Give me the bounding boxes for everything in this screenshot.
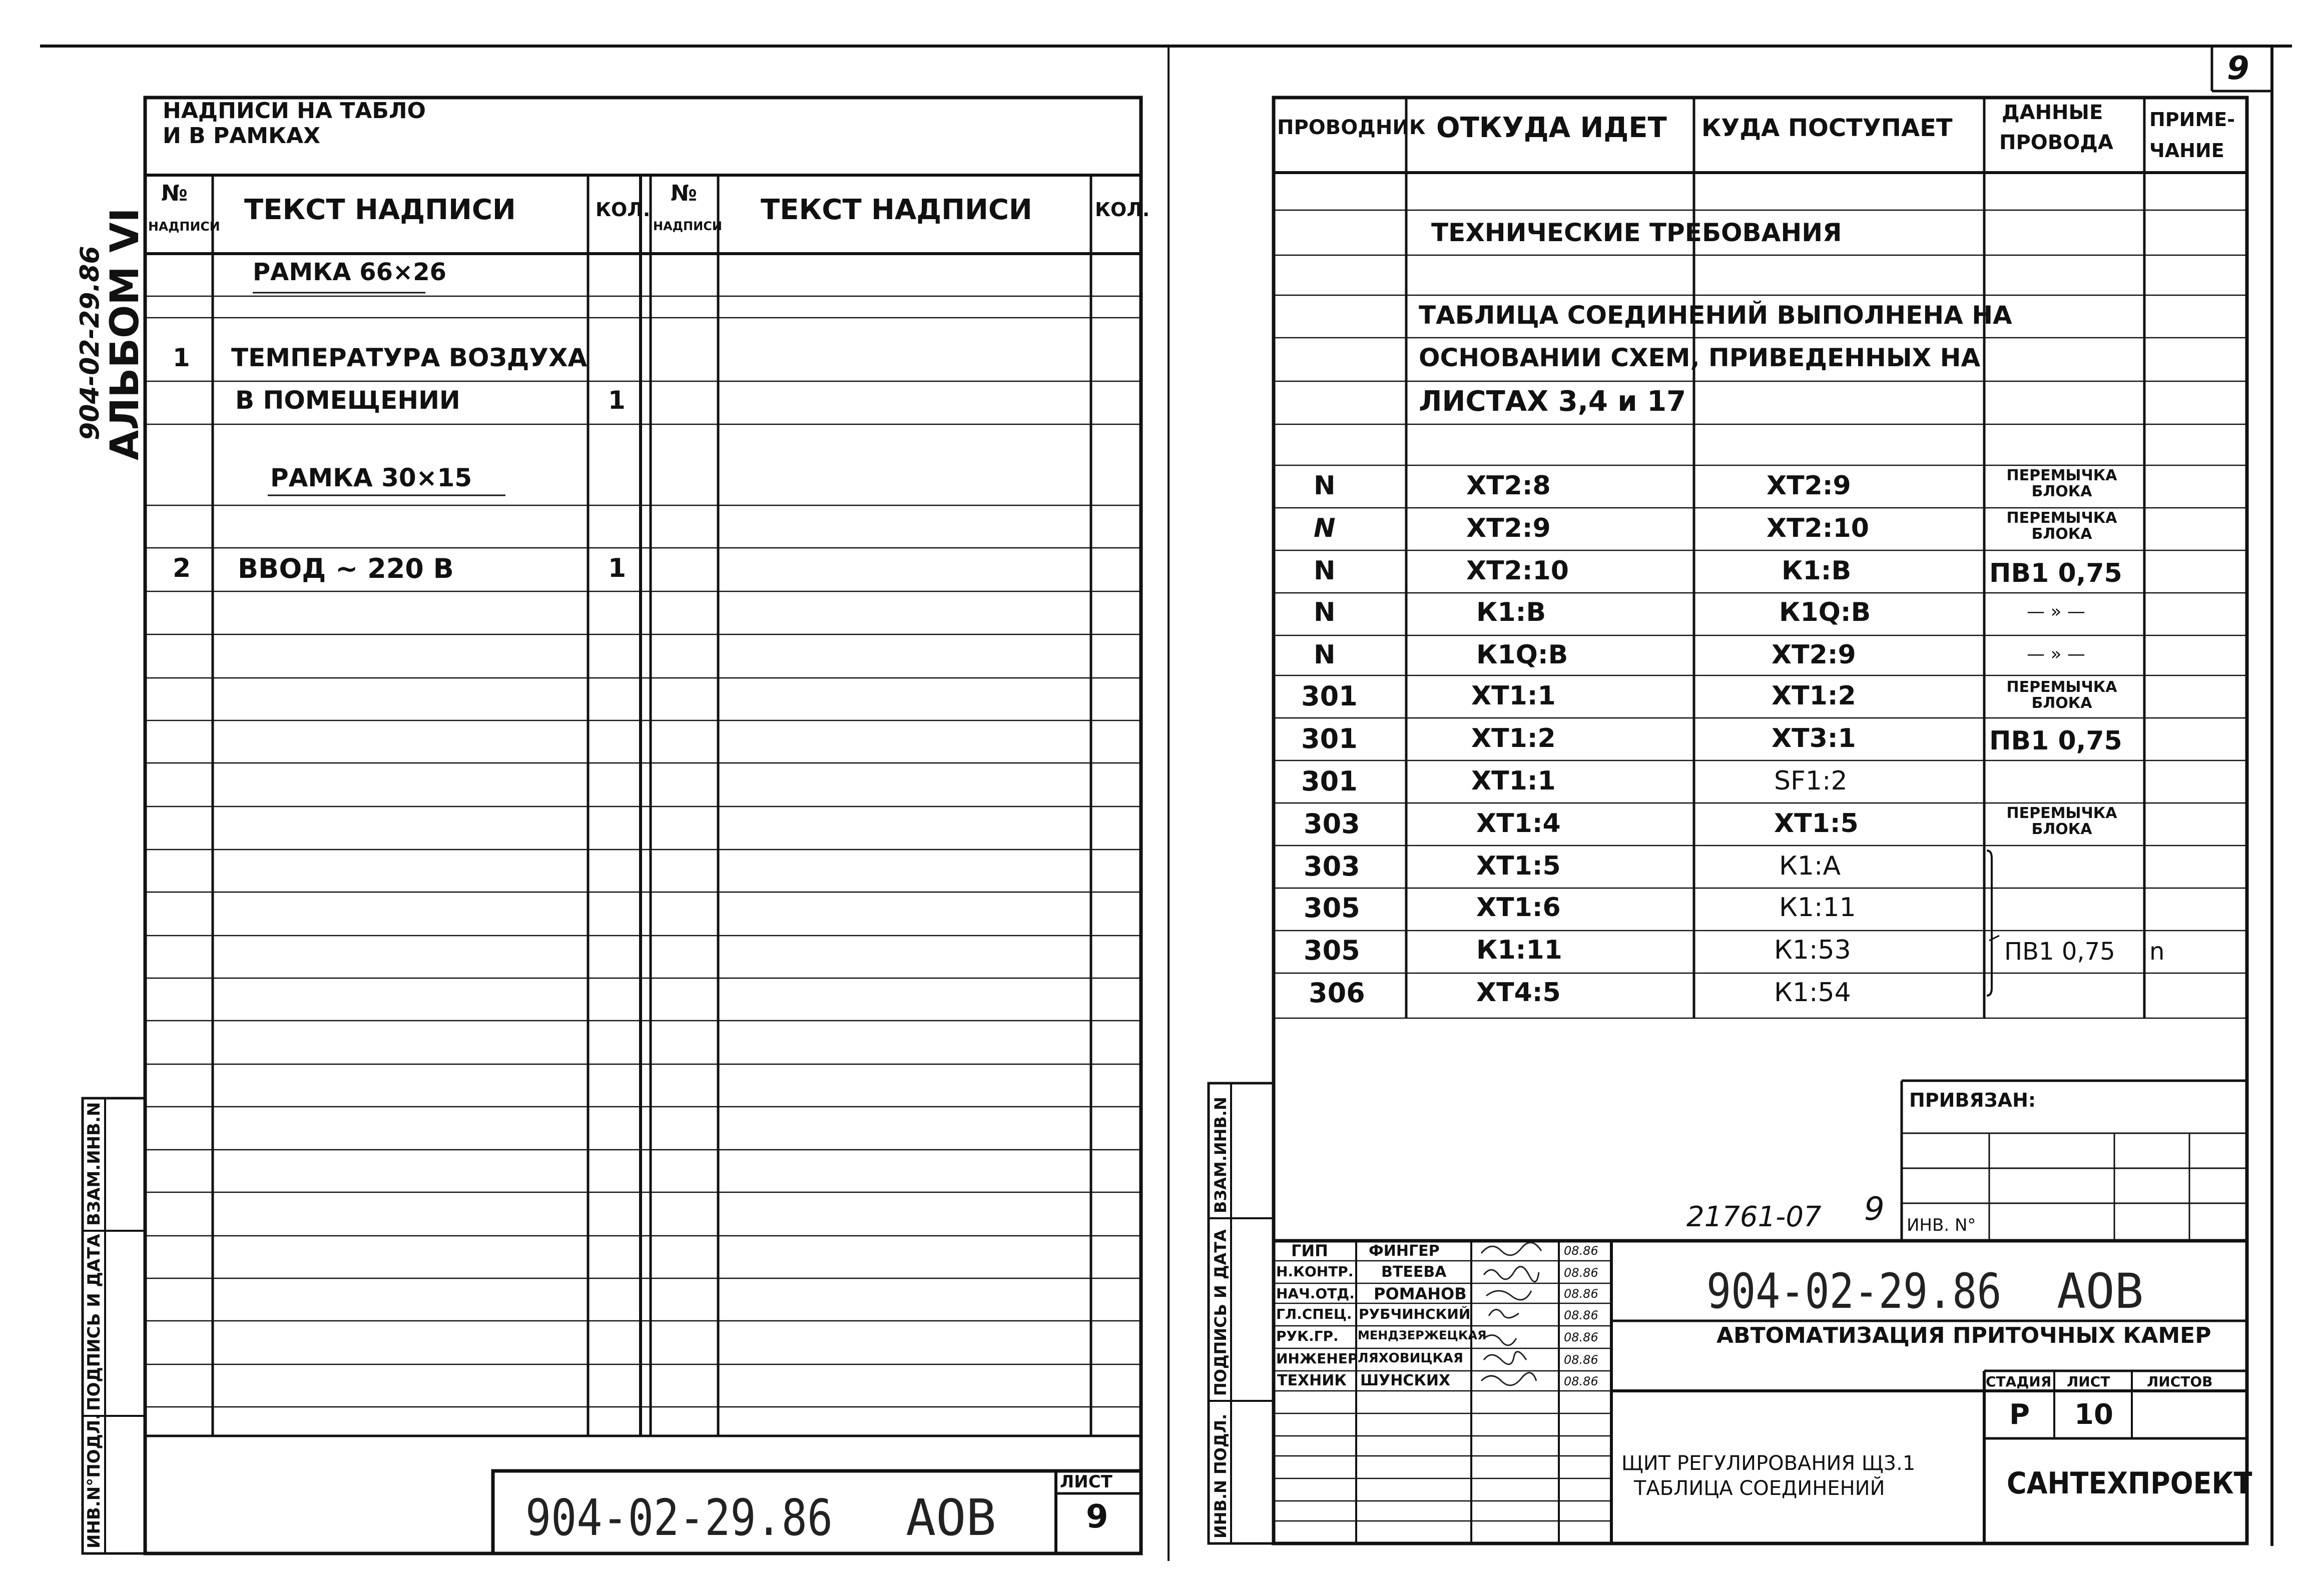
row-conductor: N bbox=[1314, 556, 1336, 586]
sig-name: РОМАНОВ bbox=[1374, 1284, 1467, 1303]
row-to: ХТ2:9 bbox=[1772, 640, 1856, 670]
left-section-title-1: НАДПИСИ НА ТАБЛО bbox=[163, 98, 426, 124]
label-row-qty: 1 bbox=[608, 553, 627, 583]
inv-label: ИНВ. N° bbox=[1907, 1215, 1976, 1235]
col-wire-header-1: ДАННЫЕ bbox=[2002, 101, 2103, 124]
right-stamp-signature: ПОДПИСЬ И ДАТА bbox=[1211, 1229, 1230, 1396]
sig-role: Н.КОНТР. bbox=[1276, 1263, 1354, 1280]
sig-date: 08.86 bbox=[1564, 1287, 1598, 1301]
stage-label: СТАДИЯ bbox=[1986, 1373, 2052, 1390]
row-conductor: N bbox=[1314, 471, 1336, 501]
row-conductor: N bbox=[1314, 513, 1336, 543]
sig-name: МЕНДЗЕРЖЕЦКАЯ bbox=[1358, 1328, 1487, 1342]
sig-name: ЛЯХОВИЦКАЯ bbox=[1358, 1351, 1463, 1366]
label-row-text: ВВОД ~ 220 В bbox=[238, 553, 454, 584]
col-text-header: ТЕКСТ НАДПИСИ bbox=[244, 194, 516, 226]
row-wire: ПВ1 0,75 bbox=[1989, 726, 2122, 756]
row-to: ХТ1:5 bbox=[1774, 809, 1859, 839]
row-from: ХТ2:8 bbox=[1466, 471, 1551, 501]
left-section-title-2: И В РАМКАХ bbox=[163, 123, 321, 149]
left-sheet-num: 9 bbox=[1086, 1498, 1108, 1535]
sig-date: 08.86 bbox=[1564, 1330, 1598, 1344]
label-row-qty: 1 bbox=[608, 386, 626, 415]
label-row-num: 2 bbox=[173, 553, 191, 583]
tech-line-3: ЛИСТАХ 3,4 и 17 bbox=[1419, 385, 1686, 418]
stage-value: Р bbox=[2009, 1398, 2030, 1431]
sig-name: ШУНСКИХ bbox=[1360, 1372, 1451, 1389]
left-stamp-inv: ИНВ.N°ПОДЛ. bbox=[84, 1413, 104, 1548]
bound-label: ПРИВЯЗАН: bbox=[1909, 1089, 2036, 1111]
doc-suffix: АОВ bbox=[2057, 1263, 2144, 1319]
row-to: SF1:2 bbox=[1774, 766, 1848, 796]
row-to: ХТ2:10 bbox=[1767, 513, 1869, 543]
tech-requirements-title: ТЕХНИЧЕСКИЕ ТРЕБОВАНИЯ bbox=[1431, 218, 1842, 247]
sig-role: ТЕХНИК bbox=[1277, 1372, 1347, 1389]
row-from: ХТ1:1 bbox=[1471, 766, 1556, 796]
row-to: ХТ3:1 bbox=[1772, 723, 1856, 753]
left-sheet-label: ЛИСТ bbox=[1060, 1472, 1112, 1492]
col-num-header-2: № bbox=[671, 181, 697, 206]
row-to: ХТ1:2 bbox=[1772, 681, 1856, 711]
row-wire: ПЕРЕМЫЧКА БЛОКА bbox=[2006, 805, 2117, 838]
label-row-text: ТЕМПЕРАТУРА ВОЗДУХА bbox=[231, 343, 588, 372]
sig-name: ФИНГЕР bbox=[1369, 1242, 1440, 1260]
col-wire-header-2: ПРОВОДА bbox=[1999, 131, 2113, 154]
row-to: К1:54 bbox=[1774, 978, 1851, 1008]
handwritten-num: 9 bbox=[1864, 1191, 1885, 1228]
right-stamp-replace: ВЗАМ.ИНВ.N bbox=[1211, 1097, 1230, 1213]
col-qty-header: КОЛ. bbox=[596, 199, 651, 221]
col-note-header-1: ПРИМЕ- bbox=[2149, 109, 2235, 131]
col-note-header-2: ЧАНИЕ bbox=[2149, 140, 2224, 162]
row-from: ХТ2:10 bbox=[1466, 556, 1569, 586]
left-stamp-signature: ПОДПИСЬ И ДАТА bbox=[84, 1234, 104, 1411]
sig-role: ИНЖЕНЕР bbox=[1276, 1350, 1358, 1367]
sheet-title-2: ТАБЛИЦА СОЕДИНЕНИЙ bbox=[1634, 1477, 1885, 1500]
col-num-sub-header: НАДПИСИ bbox=[148, 219, 220, 234]
left-stamp-replace: ВЗАМ.ИНВ.N bbox=[84, 1102, 104, 1226]
row-conductor: 301 bbox=[1301, 680, 1358, 712]
left-stamp-code: 904-02-29.86 bbox=[525, 1488, 833, 1547]
col-num-header: № bbox=[161, 181, 188, 206]
sig-date: 08.86 bbox=[1564, 1374, 1598, 1388]
sig-name: РУБЧИНСКИЙ bbox=[1359, 1306, 1471, 1322]
row-conductor: 303 bbox=[1304, 851, 1360, 882]
label-row-text: В ПОМЕЩЕНИИ bbox=[235, 386, 460, 415]
row-from: К1Q:В bbox=[1476, 640, 1568, 670]
sig-role: ГЛ.СПЕЦ. bbox=[1276, 1306, 1352, 1322]
row-from: ХТ1:6 bbox=[1476, 893, 1561, 923]
row-to: К1:В bbox=[1782, 556, 1852, 586]
left-stamp-suffix: АОВ bbox=[906, 1488, 996, 1547]
row-wire: ПЕРЕМЫЧКА БЛОКА bbox=[2006, 467, 2117, 500]
right-stamp-inv: ИНВ.N ПОДЛ. bbox=[1211, 1413, 1230, 1538]
row-to: К1:53 bbox=[1774, 935, 1851, 965]
row-from: ХТ2:9 bbox=[1466, 513, 1551, 543]
sheet-title-1: ЩИТ РЕГУЛИРОВАНИЯ Щ3.1 bbox=[1621, 1452, 1916, 1475]
row-conductor: N bbox=[1314, 597, 1336, 627]
row-to: К1:11 bbox=[1779, 893, 1856, 923]
row-to: К1:А bbox=[1779, 851, 1841, 881]
row-wire: ПВ1 0,75 bbox=[2004, 938, 2115, 966]
col-conductor-header: ПРОВОДНИК bbox=[1277, 116, 1426, 139]
row-conductor: N bbox=[1314, 640, 1336, 670]
tech-line-2: ОСНОВАНИИ СХЕМ, ПРИВЕДЕННЫХ НА bbox=[1419, 343, 1981, 372]
doc-code: 904-02-29.86 bbox=[1706, 1263, 2002, 1319]
col-from-header: ОТКУДА ИДЕТ bbox=[1436, 112, 1667, 144]
row-from: К1:11 bbox=[1476, 935, 1562, 965]
label-row-text: РАМКА 66×26 bbox=[253, 258, 446, 286]
sig-name: ВТЕЕВА bbox=[1381, 1263, 1447, 1281]
row-conductor: 306 bbox=[1309, 977, 1365, 1009]
row-from: ХТ4:5 bbox=[1476, 978, 1561, 1008]
row-wire: ПЕРЕМЫЧКА БЛОКА bbox=[2006, 509, 2117, 543]
col-qty-header-2: КОЛ. bbox=[1095, 199, 1150, 221]
row-conductor: 301 bbox=[1301, 765, 1358, 797]
sheet-label: ЛИСТ bbox=[2067, 1373, 2110, 1390]
row-conductor: 305 bbox=[1304, 935, 1360, 966]
row-from: ХТ1:2 bbox=[1471, 723, 1556, 753]
row-from: К1:В bbox=[1476, 597, 1546, 627]
corner-sheet-num: 9 bbox=[2227, 50, 2249, 87]
sig-date: 08.86 bbox=[1564, 1266, 1598, 1280]
row-conductor: 305 bbox=[1304, 892, 1360, 924]
handwritten-ref: 21761-07 bbox=[1686, 1201, 1822, 1233]
doc-title: АВТОМАТИЗАЦИЯ ПРИТОЧНЫХ КАМЕР bbox=[1716, 1323, 2211, 1348]
organization: САНТЕХПРОЕКТ bbox=[2007, 1466, 2252, 1501]
row-wire: ПВ1 0,75 bbox=[1989, 558, 2122, 588]
sheets-label: ЛИСТОВ bbox=[2147, 1373, 2213, 1390]
sig-date: 08.86 bbox=[1564, 1353, 1598, 1367]
row-to: ХТ2:9 bbox=[1767, 471, 1851, 501]
row-conductor: 301 bbox=[1301, 723, 1358, 754]
col-to-header: КУДА ПОСТУПАЕТ bbox=[1701, 114, 1953, 142]
sig-role: РУК.ГР. bbox=[1276, 1328, 1339, 1344]
label-row-text: РАМКА 30×15 bbox=[270, 463, 472, 492]
album-code: 904-02-29.86 bbox=[75, 246, 105, 440]
sig-date: 08.86 bbox=[1564, 1308, 1598, 1322]
row-conductor: 303 bbox=[1304, 808, 1360, 840]
row-wire: — » — bbox=[2027, 601, 2085, 622]
sig-role: ГИП bbox=[1291, 1241, 1328, 1260]
row-note-mark: n bbox=[2149, 938, 2165, 966]
tech-line-1: ТАБЛИЦА СОЕДИНЕНИЙ ВЫПОЛНЕНА НА bbox=[1419, 301, 2012, 330]
row-to: К1Q:В bbox=[1779, 597, 1871, 627]
col-num-sub-header-2: НАДПИСИ bbox=[653, 219, 722, 233]
row-from: ХТ1:1 bbox=[1471, 681, 1556, 711]
col-text-header-2: ТЕКСТ НАДПИСИ bbox=[761, 194, 1032, 226]
row-wire: — » — bbox=[2027, 644, 2085, 664]
row-wire: ПЕРЕМЫЧКА БЛОКА bbox=[2006, 678, 2117, 712]
row-from: ХТ1:5 bbox=[1476, 851, 1561, 881]
sheet-value: 10 bbox=[2074, 1398, 2113, 1431]
sig-role: НАЧ.ОТД. bbox=[1276, 1285, 1355, 1302]
sig-date: 08.86 bbox=[1564, 1244, 1598, 1258]
row-from: ХТ1:4 bbox=[1476, 809, 1561, 839]
label-row-num: 1 bbox=[173, 343, 190, 372]
album-label: АЛЬБОМ VI bbox=[103, 208, 148, 460]
